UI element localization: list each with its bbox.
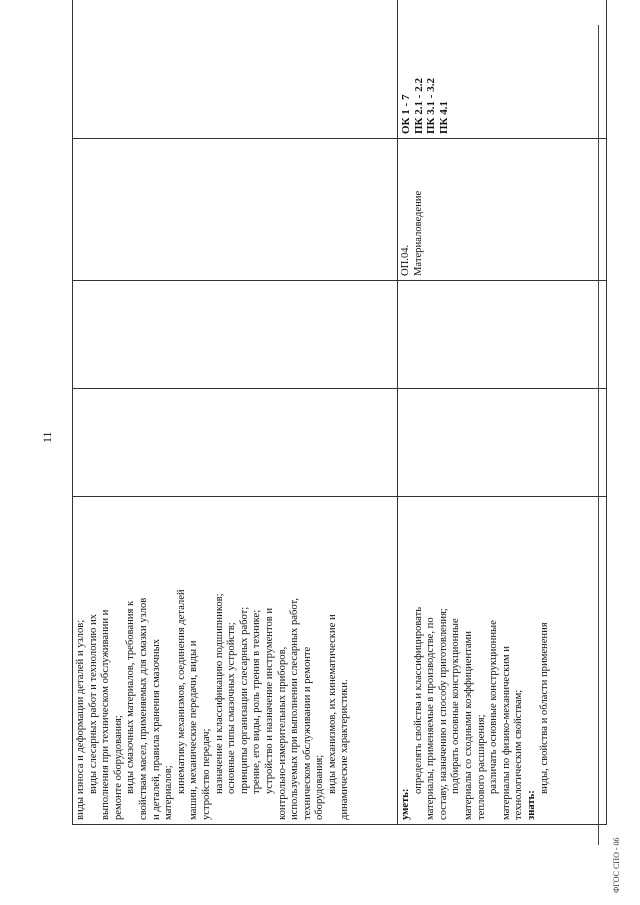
text-line: виды слесарных работ и технологию их	[87, 614, 99, 794]
text-line: материалы по физико-механическим и	[500, 646, 512, 820]
text-line: виды, свойства и области применения	[538, 622, 550, 794]
text-line: назначение и классификацию подшипников;	[213, 593, 225, 794]
text-line: виды смазочных материалов, требования к	[125, 600, 137, 794]
text-line: определять свойства и классифицировать	[412, 606, 424, 794]
text-line: подбирать основные конструкционные	[450, 618, 462, 794]
requirements-text-top	[75, 501, 352, 820]
text-line: знать:	[525, 790, 537, 820]
text-line: используемых при выполнении слесарных работ,	[289, 598, 301, 820]
curriculum-table	[72, 0, 607, 825]
text-line: материалов;	[163, 765, 175, 820]
text-line: принципы организации слесарных работ;	[238, 606, 250, 794]
table-row	[398, 0, 607, 825]
page-number: 11	[40, 431, 54, 443]
text-line: виды износа и деформации деталей и узлов;	[75, 619, 86, 820]
competence-cell-top	[73, 0, 398, 139]
text-line: трение, его виды, роль трения в технике;	[251, 609, 263, 794]
text-line: выполнения при техническом обслуживании и	[100, 609, 112, 820]
text-line: составу, назначению и способу приготовления;	[437, 608, 449, 820]
hours-cell-top-2	[73, 281, 398, 389]
requirements-cell-top	[73, 497, 398, 825]
text-line: динамические характеристики.	[339, 679, 351, 820]
text-line: оборудования;	[314, 754, 326, 820]
discipline-cell-bottom	[398, 139, 607, 281]
hours-cell-bottom-2	[398, 281, 607, 389]
text-line: виды механизмов, их кинематические и	[326, 614, 338, 794]
table-row	[73, 0, 398, 825]
competence-code: ПК 4.1	[437, 100, 450, 134]
text-line: материалы со сходными коэффициентами	[462, 631, 474, 820]
text-line: ремонте оборудования;	[112, 715, 124, 820]
text-line: машин, механические передачи, виды и	[188, 640, 200, 820]
requirements-text-bottom	[400, 501, 551, 820]
competence-code: ПК 2.1 - 2.2	[412, 78, 425, 134]
text-line: основные типы смазочных устройств;	[226, 622, 238, 794]
text-line: и деталей, правила хранения смазочных	[150, 638, 162, 820]
competence-code: ПК 3.1 - 3.2	[425, 78, 438, 134]
text-line: теплового расширения;	[475, 714, 487, 820]
text-line: контрольно-измерительных приборов,	[276, 646, 288, 820]
text-line: материалы, применяемые в производстве, по	[425, 617, 437, 820]
text-line: устройство и назначение инструментов и	[263, 607, 275, 794]
competence-code: ОК 1 - 7	[400, 94, 412, 134]
text-line: технологическим свойствам;	[513, 689, 525, 820]
text-line: различать основные конструкционные	[488, 620, 500, 794]
text-line: уметь:	[400, 788, 411, 820]
footer-divider	[598, 25, 599, 845]
discipline-index: ОП.04.	[400, 244, 411, 276]
text-line: техническом обслуживании и ремонте	[301, 646, 313, 820]
competence-cell-bottom	[398, 0, 607, 139]
footer-code: ФГОС СПО - 06	[612, 837, 621, 893]
requirements-cell-bottom	[398, 497, 607, 825]
discipline-name: Материаловедение	[412, 190, 424, 276]
text-line: свойствам масел, применяемых для смазки узлов	[137, 597, 149, 820]
hours-cell-top	[73, 389, 398, 497]
hours-cell-bottom	[398, 389, 607, 497]
text-line: устройство передач;	[200, 728, 212, 820]
discipline-cell-top	[73, 139, 398, 281]
text-line: кинематику механизмов, соединения деталей	[175, 589, 187, 794]
